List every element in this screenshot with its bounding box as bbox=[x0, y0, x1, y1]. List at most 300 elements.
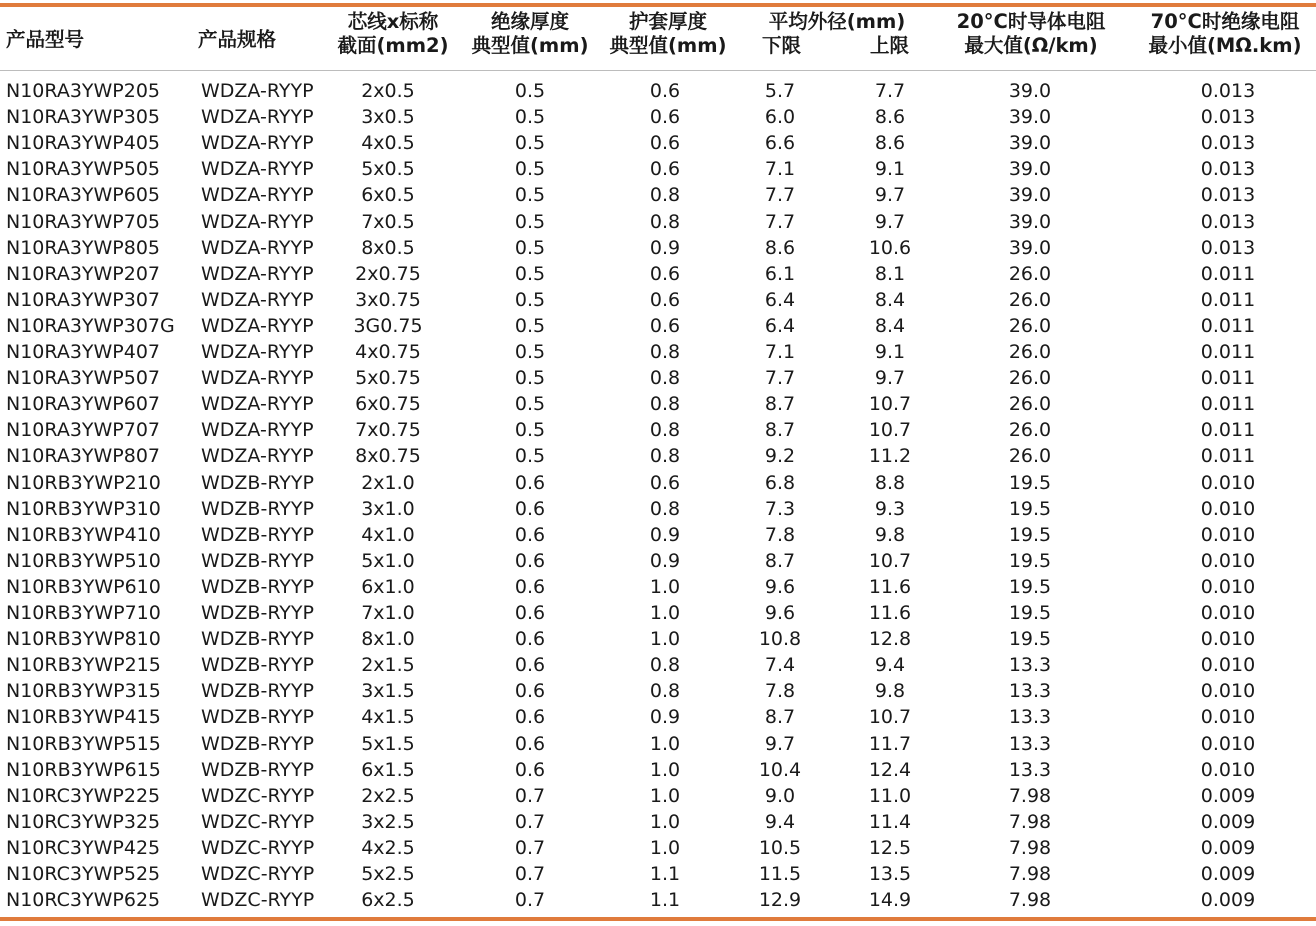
cell-resistance-20c: 13.3 bbox=[1008, 680, 1052, 703]
table-row bbox=[0, 261, 1316, 287]
cell-resistance-20c: 7.98 bbox=[1008, 836, 1052, 859]
cell-spec: WDZC-RYYP bbox=[201, 863, 315, 885]
table-row bbox=[0, 704, 1316, 730]
cell-od-lower: 7.1 bbox=[764, 341, 796, 363]
cell-model: N10RA3YWP505 bbox=[6, 158, 161, 181]
table-row bbox=[0, 861, 1316, 887]
cell-cores: 8x0.75 bbox=[355, 445, 421, 468]
cell-sheath: 1.0 bbox=[649, 732, 681, 755]
cell-insulation: 0.5 bbox=[514, 158, 546, 181]
cell-sheath: 0.8 bbox=[649, 184, 681, 207]
cell-resistance-20c: 39.0 bbox=[1008, 236, 1052, 259]
cell-resistance-70c: 0.010 bbox=[1200, 732, 1256, 755]
cell-od-upper: 12.8 bbox=[868, 628, 912, 651]
cell-model: N10RC3YWP325 bbox=[6, 810, 161, 833]
cell-insulation: 0.7 bbox=[514, 889, 546, 912]
cell-resistance-20c: 7.98 bbox=[1008, 810, 1052, 833]
cell-resistance-70c: 0.010 bbox=[1200, 706, 1256, 729]
cell-od-lower: 6.1 bbox=[764, 262, 796, 285]
cell-insulation: 0.7 bbox=[514, 836, 546, 859]
cell-od-lower: 8.7 bbox=[764, 419, 796, 442]
header-insulation: 绝缘厚度 典型值(mm) bbox=[471, 10, 589, 57]
cell-resistance-70c: 0.009 bbox=[1200, 863, 1256, 885]
table-row bbox=[0, 443, 1316, 469]
cell-insulation: 0.6 bbox=[514, 680, 546, 703]
cell-od-lower: 8.7 bbox=[764, 549, 796, 572]
cell-model: N10RC3YWP625 bbox=[6, 889, 161, 912]
cell-resistance-20c: 13.3 bbox=[1008, 706, 1052, 729]
cell-sheath: 0.9 bbox=[649, 523, 681, 546]
header-outer-diameter: 平均外径(mm) 下限 上限 bbox=[762, 10, 910, 57]
cell-od-upper: 7.7 bbox=[874, 80, 906, 102]
table-row bbox=[0, 731, 1316, 757]
cell-model: N10RA3YWP305 bbox=[6, 106, 161, 129]
cell-insulation: 0.5 bbox=[514, 106, 546, 129]
cell-od-upper: 9.7 bbox=[874, 184, 906, 207]
cell-model: N10RA3YWP705 bbox=[6, 210, 161, 233]
cell-sheath: 0.6 bbox=[649, 288, 681, 311]
cell-sheath: 0.6 bbox=[649, 132, 681, 155]
cell-resistance-20c: 39.0 bbox=[1008, 132, 1052, 155]
cell-od-upper: 14.9 bbox=[868, 889, 912, 912]
table-row bbox=[0, 470, 1316, 496]
cell-spec: WDZA-RYYP bbox=[201, 132, 314, 155]
cell-model: N10RB3YWP510 bbox=[6, 549, 161, 572]
cell-spec: WDZA-RYYP bbox=[201, 393, 314, 416]
cell-resistance-70c: 0.010 bbox=[1200, 680, 1256, 703]
cell-od-lower: 6.4 bbox=[764, 314, 796, 337]
cell-spec: WDZB-RYYP bbox=[201, 575, 314, 598]
cell-od-upper: 9.7 bbox=[874, 367, 906, 390]
table-row bbox=[0, 809, 1316, 835]
header-od-upper: 上限 bbox=[870, 34, 910, 57]
cell-resistance-70c: 0.013 bbox=[1200, 236, 1256, 259]
cell-model: N10RA3YWP605 bbox=[6, 184, 161, 207]
cell-model: N10RB3YWP410 bbox=[6, 523, 161, 546]
header-cores: 芯线x标称 截面(mm2) bbox=[337, 10, 449, 57]
cell-resistance-20c: 26.0 bbox=[1008, 262, 1052, 285]
cell-resistance-70c: 0.011 bbox=[1200, 367, 1256, 390]
cell-insulation: 0.5 bbox=[514, 393, 546, 416]
cell-spec: WDZA-RYYP bbox=[201, 158, 314, 181]
cell-cores: 4x1.5 bbox=[361, 706, 415, 729]
cell-spec: WDZC-RYYP bbox=[201, 889, 315, 912]
cell-resistance-70c: 0.011 bbox=[1200, 288, 1256, 311]
cell-resistance-20c: 19.5 bbox=[1008, 628, 1052, 651]
table-top-rule bbox=[0, 3, 1316, 7]
cell-sheath: 0.8 bbox=[649, 419, 681, 442]
cell-cores: 3x2.5 bbox=[361, 810, 415, 833]
table-row bbox=[0, 652, 1316, 678]
cell-insulation: 0.6 bbox=[514, 654, 546, 677]
cell-sheath: 1.0 bbox=[649, 810, 681, 833]
cell-resistance-70c: 0.010 bbox=[1200, 758, 1256, 781]
cell-resistance-70c: 0.011 bbox=[1200, 314, 1256, 337]
header-model: 产品型号 bbox=[6, 28, 85, 51]
table-row bbox=[0, 757, 1316, 783]
cell-od-lower: 7.7 bbox=[764, 210, 796, 233]
cell-resistance-70c: 0.013 bbox=[1200, 184, 1256, 207]
cell-model: N10RA3YWP207 bbox=[6, 262, 161, 285]
table-row bbox=[0, 313, 1316, 339]
cell-resistance-70c: 0.013 bbox=[1200, 210, 1256, 233]
cell-insulation: 0.5 bbox=[514, 236, 546, 259]
cell-od-upper: 11.2 bbox=[868, 445, 912, 468]
cell-sheath: 0.9 bbox=[649, 236, 681, 259]
cell-insulation: 0.5 bbox=[514, 262, 546, 285]
table-row bbox=[0, 365, 1316, 391]
cell-resistance-20c: 7.98 bbox=[1008, 863, 1052, 885]
cell-sheath: 0.9 bbox=[649, 549, 681, 572]
cell-resistance-20c: 13.3 bbox=[1008, 732, 1052, 755]
cell-od-upper: 8.6 bbox=[874, 132, 906, 155]
cell-sheath: 1.0 bbox=[649, 836, 681, 859]
cell-od-upper: 9.1 bbox=[874, 158, 906, 181]
cell-insulation: 0.5 bbox=[514, 419, 546, 442]
cell-insulation: 0.5 bbox=[514, 132, 546, 155]
table-row bbox=[0, 235, 1316, 261]
cell-od-lower: 10.4 bbox=[758, 758, 802, 781]
cell-spec: WDZB-RYYP bbox=[201, 549, 314, 572]
cell-resistance-70c: 0.010 bbox=[1200, 497, 1256, 520]
table-row bbox=[0, 574, 1316, 600]
cell-od-lower: 7.8 bbox=[764, 523, 796, 546]
cell-cores: 4x1.0 bbox=[361, 523, 415, 546]
cell-insulation: 0.5 bbox=[514, 367, 546, 390]
cell-spec: WDZA-RYYP bbox=[201, 236, 314, 259]
cell-sheath: 0.6 bbox=[649, 262, 681, 285]
cell-spec: WDZA-RYYP bbox=[201, 367, 314, 390]
cell-spec: WDZB-RYYP bbox=[201, 732, 314, 755]
cell-od-upper: 11.6 bbox=[868, 602, 912, 624]
cell-sheath: 1.1 bbox=[649, 889, 681, 912]
cell-od-upper: 9.3 bbox=[874, 497, 906, 520]
cell-resistance-70c: 0.010 bbox=[1200, 654, 1256, 677]
cell-insulation: 0.6 bbox=[514, 497, 546, 520]
cell-resistance-20c: 13.3 bbox=[1008, 758, 1052, 781]
cell-resistance-70c: 0.009 bbox=[1200, 889, 1256, 912]
cell-spec: WDZB-RYYP bbox=[201, 497, 314, 520]
cell-od-upper: 11.4 bbox=[868, 810, 912, 833]
cell-cores: 5x1.5 bbox=[361, 732, 415, 755]
cell-od-upper: 8.4 bbox=[874, 314, 906, 337]
cell-resistance-20c: 39.0 bbox=[1008, 106, 1052, 129]
cell-resistance-70c: 0.013 bbox=[1200, 158, 1256, 181]
cell-model: N10RA3YWP507 bbox=[6, 367, 161, 390]
cell-od-upper: 8.4 bbox=[874, 288, 906, 311]
cell-resistance-70c: 0.013 bbox=[1200, 106, 1256, 129]
cell-model: N10RB3YWP215 bbox=[6, 654, 161, 677]
cell-od-lower: 7.7 bbox=[764, 367, 796, 390]
cell-model: N10RA3YWP807 bbox=[6, 445, 161, 468]
cell-spec: WDZA-RYYP bbox=[201, 288, 314, 311]
cell-od-upper: 8.6 bbox=[874, 106, 906, 129]
header-divider bbox=[0, 70, 1316, 71]
cell-resistance-70c: 0.010 bbox=[1200, 602, 1256, 624]
cell-cores: 4x0.75 bbox=[355, 341, 421, 363]
cell-insulation: 0.6 bbox=[514, 575, 546, 598]
cell-insulation: 0.5 bbox=[514, 80, 546, 102]
cell-od-lower: 10.8 bbox=[758, 628, 802, 651]
cell-resistance-20c: 39.0 bbox=[1008, 80, 1052, 102]
cell-od-upper: 11.0 bbox=[868, 784, 912, 807]
table-row bbox=[0, 522, 1316, 548]
cell-resistance-20c: 26.0 bbox=[1008, 341, 1052, 363]
cell-cores: 5x2.5 bbox=[361, 863, 415, 885]
cell-sheath: 1.0 bbox=[649, 575, 681, 598]
cell-resistance-70c: 0.009 bbox=[1200, 784, 1256, 807]
cell-sheath: 0.8 bbox=[649, 341, 681, 363]
cell-cores: 2x1.0 bbox=[361, 471, 415, 494]
cell-resistance-20c: 7.98 bbox=[1008, 784, 1052, 807]
cell-resistance-70c: 0.011 bbox=[1200, 419, 1256, 442]
cell-od-upper: 9.4 bbox=[874, 654, 906, 677]
cell-cores: 7x1.0 bbox=[361, 602, 415, 624]
cell-model: N10RC3YWP425 bbox=[6, 836, 161, 859]
cell-resistance-70c: 0.011 bbox=[1200, 445, 1256, 468]
cell-spec: WDZB-RYYP bbox=[201, 471, 314, 494]
header-spec: 产品规格 bbox=[198, 28, 277, 51]
cell-od-lower: 8.7 bbox=[764, 706, 796, 729]
cell-resistance-70c: 0.013 bbox=[1200, 132, 1256, 155]
cell-resistance-20c: 26.0 bbox=[1008, 288, 1052, 311]
cell-resistance-70c: 0.010 bbox=[1200, 523, 1256, 546]
cell-od-lower: 7.4 bbox=[764, 654, 796, 677]
cell-od-lower: 9.4 bbox=[764, 810, 796, 833]
cell-resistance-70c: 0.009 bbox=[1200, 836, 1256, 859]
cell-resistance-70c: 0.010 bbox=[1200, 471, 1256, 494]
cell-resistance-20c: 26.0 bbox=[1008, 393, 1052, 416]
cell-resistance-20c: 19.5 bbox=[1008, 523, 1052, 546]
cell-od-upper: 10.7 bbox=[868, 549, 912, 572]
cell-cores: 2x1.5 bbox=[361, 654, 415, 677]
cell-spec: WDZB-RYYP bbox=[201, 628, 314, 651]
cell-spec: WDZC-RYYP bbox=[201, 836, 315, 859]
cell-spec: WDZA-RYYP bbox=[201, 106, 314, 129]
cell-spec: WDZB-RYYP bbox=[201, 706, 314, 729]
table-row bbox=[0, 887, 1316, 913]
cell-model: N10RB3YWP710 bbox=[6, 602, 161, 624]
cell-spec: WDZC-RYYP bbox=[201, 784, 315, 807]
table-row bbox=[0, 130, 1316, 156]
cell-resistance-20c: 26.0 bbox=[1008, 367, 1052, 390]
cell-spec: WDZB-RYYP bbox=[201, 523, 314, 546]
table-row bbox=[0, 287, 1316, 313]
cell-od-lower: 9.6 bbox=[764, 602, 796, 624]
cell-spec: WDZA-RYYP bbox=[201, 314, 314, 337]
cell-insulation: 0.5 bbox=[514, 314, 546, 337]
cell-insulation: 0.6 bbox=[514, 523, 546, 546]
cell-spec: WDZA-RYYP bbox=[201, 262, 314, 285]
cell-model: N10RA3YWP205 bbox=[6, 80, 161, 102]
table-row bbox=[0, 835, 1316, 861]
cell-insulation: 0.6 bbox=[514, 706, 546, 729]
cell-sheath: 0.6 bbox=[649, 158, 681, 181]
cell-model: N10RC3YWP525 bbox=[6, 863, 161, 885]
table-row bbox=[0, 548, 1316, 574]
cell-resistance-70c: 0.013 bbox=[1200, 80, 1256, 102]
cell-cores: 5x0.75 bbox=[355, 367, 421, 390]
cell-cores: 5x1.0 bbox=[361, 549, 415, 572]
table-row bbox=[0, 339, 1316, 365]
cell-od-lower: 8.7 bbox=[764, 393, 796, 416]
cell-cores: 3G0.75 bbox=[353, 314, 423, 337]
cell-sheath: 0.8 bbox=[649, 445, 681, 468]
cell-insulation: 0.7 bbox=[514, 810, 546, 833]
cell-model: N10RA3YWP307G bbox=[6, 314, 175, 337]
table-row bbox=[0, 600, 1316, 626]
cell-od-upper: 10.7 bbox=[868, 419, 912, 442]
cell-cores: 6x0.5 bbox=[361, 184, 415, 207]
cell-sheath: 1.0 bbox=[649, 602, 681, 624]
cell-od-upper: 11.6 bbox=[868, 575, 912, 598]
cell-od-upper: 11.7 bbox=[868, 732, 912, 755]
cell-spec: WDZB-RYYP bbox=[201, 654, 314, 677]
cell-model: N10RB3YWP615 bbox=[6, 758, 161, 781]
cell-cores: 3x0.5 bbox=[361, 106, 415, 129]
cell-cores: 6x1.5 bbox=[361, 758, 415, 781]
header-insulation-resistance-70c: 70°C时绝缘电阻 最小值(MΩ.km) bbox=[1148, 10, 1302, 57]
cell-resistance-20c: 19.5 bbox=[1008, 497, 1052, 520]
cell-resistance-70c: 0.011 bbox=[1200, 341, 1256, 363]
cell-sheath: 0.9 bbox=[649, 706, 681, 729]
cell-model: N10RA3YWP407 bbox=[6, 341, 161, 363]
table-row bbox=[0, 182, 1316, 208]
table-row bbox=[0, 209, 1316, 235]
cell-od-lower: 9.2 bbox=[764, 445, 796, 468]
cell-od-lower: 5.7 bbox=[764, 80, 796, 102]
cell-od-upper: 8.1 bbox=[874, 262, 906, 285]
cell-sheath: 0.8 bbox=[649, 680, 681, 703]
cell-od-lower: 7.7 bbox=[764, 184, 796, 207]
cell-insulation: 0.7 bbox=[514, 784, 546, 807]
cell-sheath: 0.6 bbox=[649, 314, 681, 337]
table-row bbox=[0, 626, 1316, 652]
cell-model: N10RB3YWP810 bbox=[6, 628, 161, 651]
cell-cores: 6x0.75 bbox=[355, 393, 421, 416]
cell-spec: WDZB-RYYP bbox=[201, 602, 314, 624]
cell-model: N10RA3YWP707 bbox=[6, 419, 161, 442]
header-resistance-20c: 20°C时导体电阻 最大值(Ω/km) bbox=[956, 10, 1106, 57]
cell-od-upper: 10.7 bbox=[868, 393, 912, 416]
cell-spec: WDZA-RYYP bbox=[201, 184, 314, 207]
cell-od-lower: 9.0 bbox=[764, 784, 796, 807]
cell-od-upper: 12.4 bbox=[868, 758, 912, 781]
table-row bbox=[0, 783, 1316, 809]
cell-resistance-70c: 0.010 bbox=[1200, 628, 1256, 651]
cell-sheath: 0.8 bbox=[649, 210, 681, 233]
cell-sheath: 0.8 bbox=[649, 367, 681, 390]
cell-model: N10RB3YWP315 bbox=[6, 680, 161, 703]
cell-model: N10RB3YWP515 bbox=[6, 732, 161, 755]
cell-resistance-20c: 39.0 bbox=[1008, 158, 1052, 181]
cell-od-upper: 13.5 bbox=[868, 863, 912, 885]
table-bottom-rule bbox=[0, 917, 1316, 921]
cell-spec: WDZA-RYYP bbox=[201, 210, 314, 233]
cell-od-lower: 6.8 bbox=[764, 471, 796, 494]
cell-model: N10RB3YWP310 bbox=[6, 497, 161, 520]
cell-insulation: 0.6 bbox=[514, 628, 546, 651]
cell-cores: 2x0.75 bbox=[355, 262, 421, 285]
cell-insulation: 0.6 bbox=[514, 549, 546, 572]
cell-insulation: 0.5 bbox=[514, 210, 546, 233]
cell-od-upper: 10.6 bbox=[868, 236, 912, 259]
cell-od-lower: 6.4 bbox=[764, 288, 796, 311]
cell-od-lower: 6.6 bbox=[764, 132, 796, 155]
cell-od-upper: 9.8 bbox=[874, 680, 906, 703]
cell-insulation: 0.6 bbox=[514, 758, 546, 781]
table-row bbox=[0, 156, 1316, 182]
cell-resistance-20c: 19.5 bbox=[1008, 602, 1052, 624]
cell-resistance-20c: 19.5 bbox=[1008, 575, 1052, 598]
cell-sheath: 1.1 bbox=[649, 863, 681, 885]
cell-sheath: 0.6 bbox=[649, 106, 681, 129]
cell-cores: 3x1.5 bbox=[361, 680, 415, 703]
table-row bbox=[0, 678, 1316, 704]
cell-spec: WDZA-RYYP bbox=[201, 445, 314, 468]
cell-sheath: 1.0 bbox=[649, 784, 681, 807]
table-row bbox=[0, 496, 1316, 522]
cell-od-upper: 8.8 bbox=[874, 471, 906, 494]
cell-cores: 2x0.5 bbox=[361, 80, 415, 102]
cell-sheath: 0.8 bbox=[649, 393, 681, 416]
cell-od-lower: 7.3 bbox=[764, 497, 796, 520]
cell-insulation: 0.7 bbox=[514, 863, 546, 885]
cell-insulation: 0.6 bbox=[514, 471, 546, 494]
table-row bbox=[0, 391, 1316, 417]
cell-resistance-20c: 26.0 bbox=[1008, 419, 1052, 442]
cell-resistance-70c: 0.011 bbox=[1200, 262, 1256, 285]
cell-od-upper: 10.7 bbox=[868, 706, 912, 729]
cell-cores: 8x0.5 bbox=[361, 236, 415, 259]
cell-insulation: 0.5 bbox=[514, 341, 546, 363]
cell-spec: WDZB-RYYP bbox=[201, 680, 314, 703]
cell-od-lower: 7.1 bbox=[764, 158, 796, 181]
cell-cores: 4x0.5 bbox=[361, 132, 415, 155]
cell-spec: WDZC-RYYP bbox=[201, 810, 315, 833]
cell-sheath: 1.0 bbox=[649, 628, 681, 651]
cell-spec: WDZA-RYYP bbox=[201, 80, 314, 102]
cell-cores: 4x2.5 bbox=[361, 836, 415, 859]
cell-resistance-20c: 39.0 bbox=[1008, 184, 1052, 207]
cell-cores: 7x0.5 bbox=[361, 210, 415, 233]
cell-cores: 2x2.5 bbox=[361, 784, 415, 807]
cell-od-upper: 12.5 bbox=[868, 836, 912, 859]
cell-od-upper: 9.1 bbox=[874, 341, 906, 363]
cell-spec: WDZA-RYYP bbox=[201, 419, 314, 442]
cell-sheath: 0.8 bbox=[649, 497, 681, 520]
cell-insulation: 0.5 bbox=[514, 288, 546, 311]
cell-insulation: 0.6 bbox=[514, 602, 546, 624]
cell-resistance-20c: 19.5 bbox=[1008, 471, 1052, 494]
cell-resistance-20c: 19.5 bbox=[1008, 549, 1052, 572]
cell-od-lower: 10.5 bbox=[758, 836, 802, 859]
cell-od-lower: 12.9 bbox=[758, 889, 802, 912]
cell-sheath: 0.6 bbox=[649, 80, 681, 102]
cell-resistance-70c: 0.010 bbox=[1200, 575, 1256, 598]
table-row bbox=[0, 78, 1316, 104]
cell-resistance-70c: 0.011 bbox=[1200, 393, 1256, 416]
cell-insulation: 0.5 bbox=[514, 184, 546, 207]
cell-model: N10RB3YWP210 bbox=[6, 471, 161, 494]
cell-cores: 5x0.5 bbox=[361, 158, 415, 181]
cell-model: N10RB3YWP610 bbox=[6, 575, 161, 598]
cell-spec: WDZB-RYYP bbox=[201, 758, 314, 781]
cell-model: N10RA3YWP607 bbox=[6, 393, 161, 416]
cell-cores: 3x1.0 bbox=[361, 497, 415, 520]
cell-spec: WDZA-RYYP bbox=[201, 341, 314, 363]
cell-od-lower: 9.6 bbox=[764, 575, 796, 598]
